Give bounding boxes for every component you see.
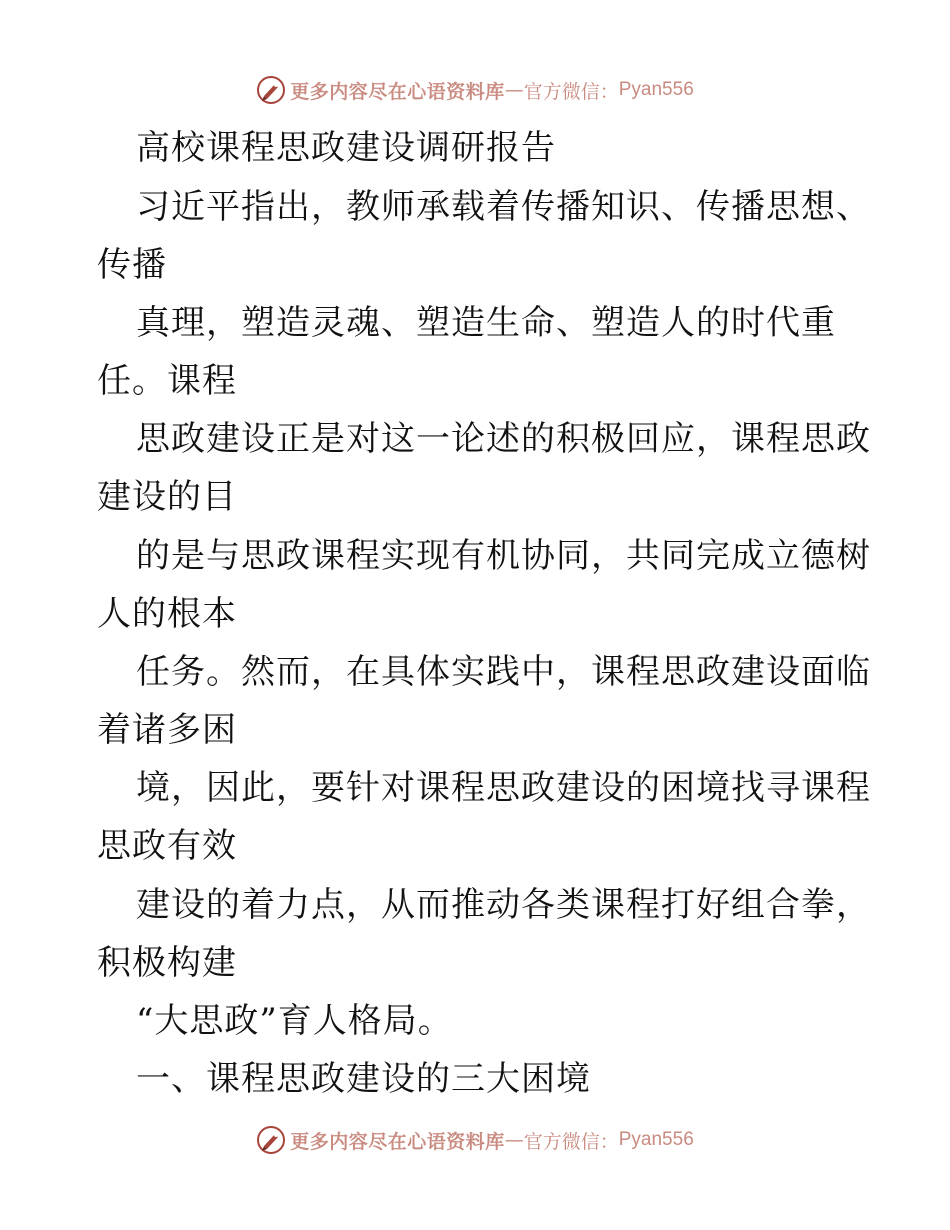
banner-wechat-id: Pyan556 [618,1129,694,1150]
paragraph-line: 的是与思政课程实现有机协同，共同完成立德树 [136,536,871,576]
header-watermark-banner [0,70,950,110]
paragraph-line: 建设的目 [97,477,237,517]
paragraph-line: 任务。然而，在具体实践中，课程思政建设面临 [136,652,871,692]
paragraph-line: 任。课程 [97,361,237,401]
banner-library-text: 更多内容尽在心语资料库 [290,1130,505,1153]
pen-logo-icon [256,1125,286,1155]
banner-separator: — [504,1129,524,1151]
banner-wechat-id: Pyan556 [618,79,694,100]
paragraph-line: 传播 [97,245,167,285]
paragraph-line: 思政建设正是对这一论述的积极回应，课程思政 [136,419,871,459]
pen-logo-icon [256,75,286,105]
section-heading: 一、课程思政建设的三大困境 [136,1059,591,1099]
paragraph-line: 建设的着力点，从而推动各类课程打好组合拳， [136,885,871,925]
paragraph-line: “大思政”育人格局。 [136,1001,453,1041]
footer-watermark-banner [0,1120,950,1160]
paragraph-line: 积极构建 [97,943,237,983]
banner-wechat-label: 官方微信： [523,80,619,103]
paragraph-line: 境，因此，要针对课程思政建设的困境找寻课程 [136,768,871,808]
paragraph-line: 着诸多困 [97,710,237,750]
paragraph-line: 真理，塑造灵魂、塑造生命、塑造人的时代重 [136,303,836,343]
paragraph-line: 人的根本 [97,594,237,634]
paragraph-line: 思政有效 [97,826,237,866]
banner-wechat-label: 官方微信： [523,1130,619,1153]
banner-library-text: 更多内容尽在心语资料库 [290,80,505,103]
banner-separator: — [504,79,524,101]
paragraph-line: 习近平指出，教师承载着传播知识、传播思想、 [136,187,871,227]
document-title: 高校课程思政建设调研报告 [136,128,556,168]
